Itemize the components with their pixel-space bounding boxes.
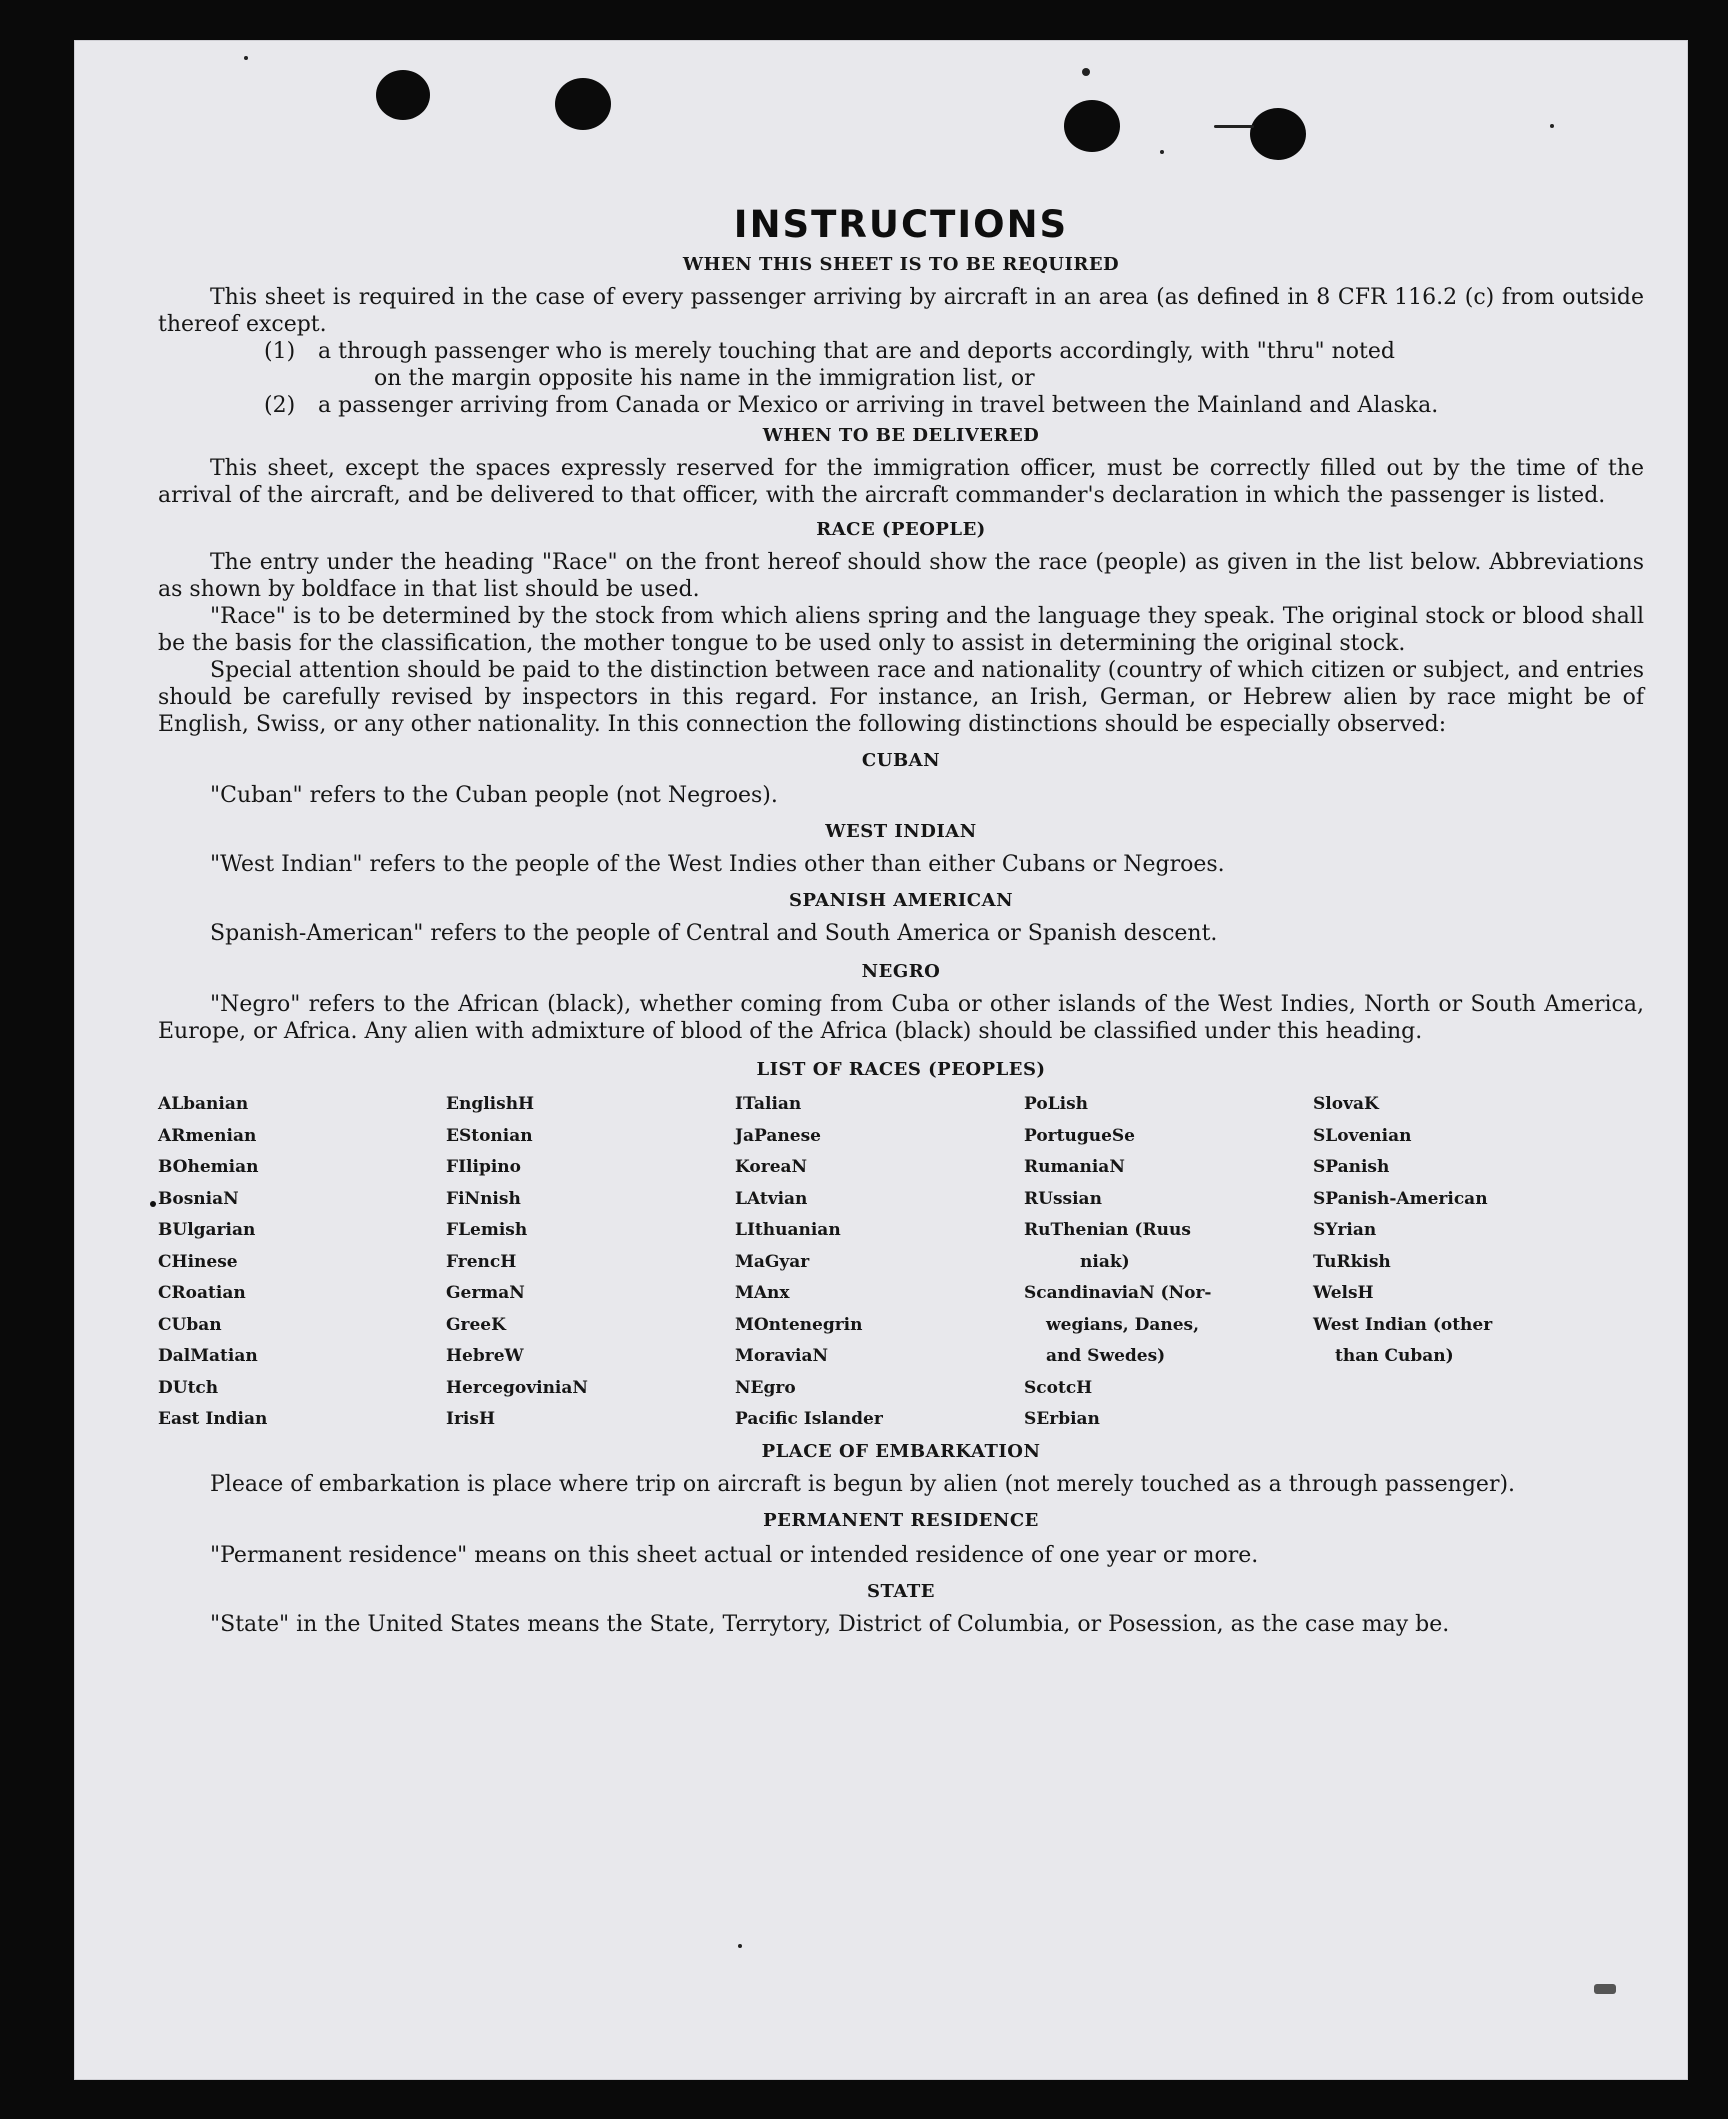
section-heading: WEST INDIAN: [825, 821, 977, 842]
race-entry: SlovaK: [1313, 1094, 1379, 1114]
race-entry: CHinese: [158, 1251, 238, 1272]
race-entry: PortugueSe: [1024, 1125, 1135, 1146]
ink-dot: [150, 1201, 156, 1207]
race-entry: ITalian: [735, 1094, 802, 1114]
races-column: [446, 1089, 588, 1436]
race-entry: SErbian: [1024, 1409, 1100, 1429]
punch-hole: [555, 78, 611, 130]
race-entry: MoraviaN: [735, 1346, 829, 1366]
section-heading: WHEN TO BE DELIVERED: [762, 425, 1040, 446]
page-title: INSTRUCTIONS: [733, 203, 1069, 246]
paragraph: Special attention should be paid to the distinction between race and nationality (country of which citizen or subject, and entries should be carefully revised by inspectors in this regard. For instance, an Irish, German, or Hebrew alien by race might be of English, Swiss, or any other nationality. In this connection the following distinctions should be especially observed:: [158, 658, 1644, 737]
paragraph: "West Indian" refers to the people of the West Indies other than either Cubans or Negroes.: [210, 852, 1225, 877]
race-entry: NEgro: [735, 1377, 796, 1398]
speck: [1214, 125, 1254, 128]
paragraph: This sheet, except the spaces expressly reserved for the immigration officer, must be correctly filled out by the time of the arrival of the aircraft, and be delivered to that officer, with the aircraft commander's declaration in which the passenger is listed.: [158, 456, 1644, 508]
paragraph: "State" in the United States means the State, Terrytory, District of Columbia, or Posession, as the case may be.: [210, 1612, 1450, 1637]
item-text-line: a through passenger who is merely touching that are and deports accordingly, with "thru" noted: [318, 339, 1395, 364]
race-entry: JaPanese: [735, 1125, 821, 1146]
race-entry: DUtch: [158, 1377, 219, 1398]
list-item: [158, 392, 1644, 419]
section-heading: RACE (PEOPLE): [816, 519, 986, 540]
race-entry: WelsH: [1313, 1283, 1374, 1303]
list-item: [158, 338, 1644, 392]
race-entry: KoreaN: [735, 1157, 808, 1177]
section-heading: WHEN THIS SHEET IS TO BE REQUIRED: [682, 254, 1120, 275]
race-entry: IrisH: [446, 1409, 495, 1429]
race-entry: PoLish: [1024, 1094, 1089, 1114]
paragraph: "Race" is to be determined by the stock from which aliens spring and the language they speak. The original stock or blood shall be the basis for the classification, the mother tongue to be used only to assist in determining the original stock.: [158, 604, 1644, 656]
race-entry: DalMatian: [158, 1346, 258, 1366]
race-entry: EnglishH: [446, 1094, 535, 1114]
speck: [1594, 1984, 1616, 1994]
race-entry: FrencH: [446, 1251, 517, 1272]
race-entry: SPanish-American: [1313, 1188, 1488, 1209]
race-entry: TuRkish: [1313, 1251, 1391, 1272]
race-entry: SLovenian: [1313, 1125, 1412, 1146]
races-column: [735, 1089, 883, 1436]
race-entry: ScandinaviaN (Nor-: [1024, 1283, 1212, 1303]
race-entry: FIlipino: [446, 1157, 521, 1177]
race-entry: MaGyar: [735, 1251, 810, 1272]
paragraph: "Cuban" refers to the Cuban people (not Negroes).: [210, 783, 778, 808]
race-entry: ScotcH: [1024, 1377, 1093, 1398]
item-text-cont: on the margin opposite his name in the immigration list, or: [374, 366, 1035, 391]
document-page: [74, 40, 1688, 2080]
race-entry: ARmenian: [158, 1125, 257, 1146]
paragraph: Pleace of embarkation is place where trip on aircraft is begun by alien (not merely touched as a through passenger).: [210, 1472, 1516, 1497]
paragraph: "Permanent residence" means on this sheet actual or intended residence of one year or more.: [210, 1543, 1259, 1568]
item-text: [318, 338, 1644, 392]
section-heading: SPANISH AMERICAN: [788, 890, 1014, 911]
speck: [1550, 124, 1554, 128]
race-entry: LIthuanian: [735, 1220, 841, 1240]
race-entry: BosniaN: [158, 1188, 239, 1209]
race-entry: SYrian: [1313, 1220, 1377, 1240]
race-entry: HercegoviniaN: [446, 1377, 588, 1398]
race-entry: EStonian: [446, 1125, 533, 1146]
race-entry: MAnx: [735, 1283, 790, 1303]
item-text: a passenger arriving from Canada or Mexico or arriving in travel between the Mainland and Alaska.: [318, 393, 1439, 418]
race-entry: East Indian: [158, 1409, 268, 1429]
item-number: (1): [264, 339, 296, 364]
paragraph: This sheet is required in the case of every passenger arriving by aircraft in an area (as defined in 8 CFR 116.2 (c) from outside thereof except.: [158, 285, 1644, 337]
race-entry: MOntenegrin: [735, 1314, 863, 1335]
race-entry: SPanish: [1313, 1157, 1390, 1177]
punch-hole: [376, 70, 430, 120]
race-entry: CUban: [158, 1314, 222, 1335]
race-entry: RumaniaN: [1024, 1157, 1125, 1177]
section-heading: PERMANENT RESIDENCE: [763, 1510, 1039, 1531]
race-entry: CRoatian: [158, 1283, 246, 1303]
race-entry: BOhemian: [158, 1157, 259, 1177]
speck: [1160, 150, 1164, 154]
section-heading: NEGRO: [861, 961, 941, 982]
race-entry: wegians, Danes,: [1046, 1314, 1199, 1335]
section-heading: LIST OF RACES (PEOPLES): [756, 1059, 1046, 1080]
punch-hole: [1064, 100, 1120, 152]
race-entry: niak): [1080, 1251, 1130, 1272]
races-column: [1024, 1089, 1211, 1436]
race-entry: and Swedes): [1046, 1346, 1166, 1366]
race-entry: BUlgarian: [158, 1220, 256, 1240]
race-entry: West Indian (other: [1313, 1314, 1493, 1335]
item-number: (2): [264, 393, 296, 418]
races-list: [158, 1089, 1644, 1477]
races-column: [158, 1089, 267, 1436]
instructions-content: [158, 202, 1644, 1638]
speck: [738, 1944, 742, 1948]
speck: [244, 56, 248, 60]
race-entry: GermaN: [446, 1283, 525, 1303]
race-entry: Pacific Islander: [735, 1409, 883, 1429]
race-entry: ALbanian: [158, 1094, 249, 1114]
speck: [1082, 68, 1090, 76]
races-column: [1313, 1089, 1492, 1373]
section-heading: CUBAN: [861, 750, 941, 771]
race-entry: RuThenian (Ruus: [1024, 1220, 1191, 1240]
section-heading: STATE: [866, 1581, 935, 1602]
race-entry: GreeK: [446, 1314, 506, 1335]
race-entry: FLemish: [446, 1220, 528, 1240]
race-entry: LAtvian: [735, 1188, 808, 1209]
race-entry: HebreW: [446, 1346, 524, 1366]
paragraph: "Negro" refers to the African (black), whether coming from Cuba or other islands of the West Indies, North or South America, Europe, or Africa. Any alien with admixture of blood of the Africa (black) should be classified under this heading.: [158, 992, 1644, 1044]
punch-hole: [1250, 108, 1306, 160]
paragraph: Spanish-American" refers to the people of Central and South America or Spanish descent.: [210, 921, 1218, 946]
section-heading: PLACE OF EMBARKATION: [761, 1441, 1041, 1462]
race-entry: FiNnish: [446, 1188, 521, 1209]
race-entry: RUssian: [1024, 1188, 1102, 1209]
paragraph: The entry under the heading "Race" on the front hereof should show the race (people) as given in the list below. Abbreviations as shown by boldface in that list should be used.: [158, 550, 1644, 602]
race-entry: than Cuban): [1335, 1346, 1454, 1366]
